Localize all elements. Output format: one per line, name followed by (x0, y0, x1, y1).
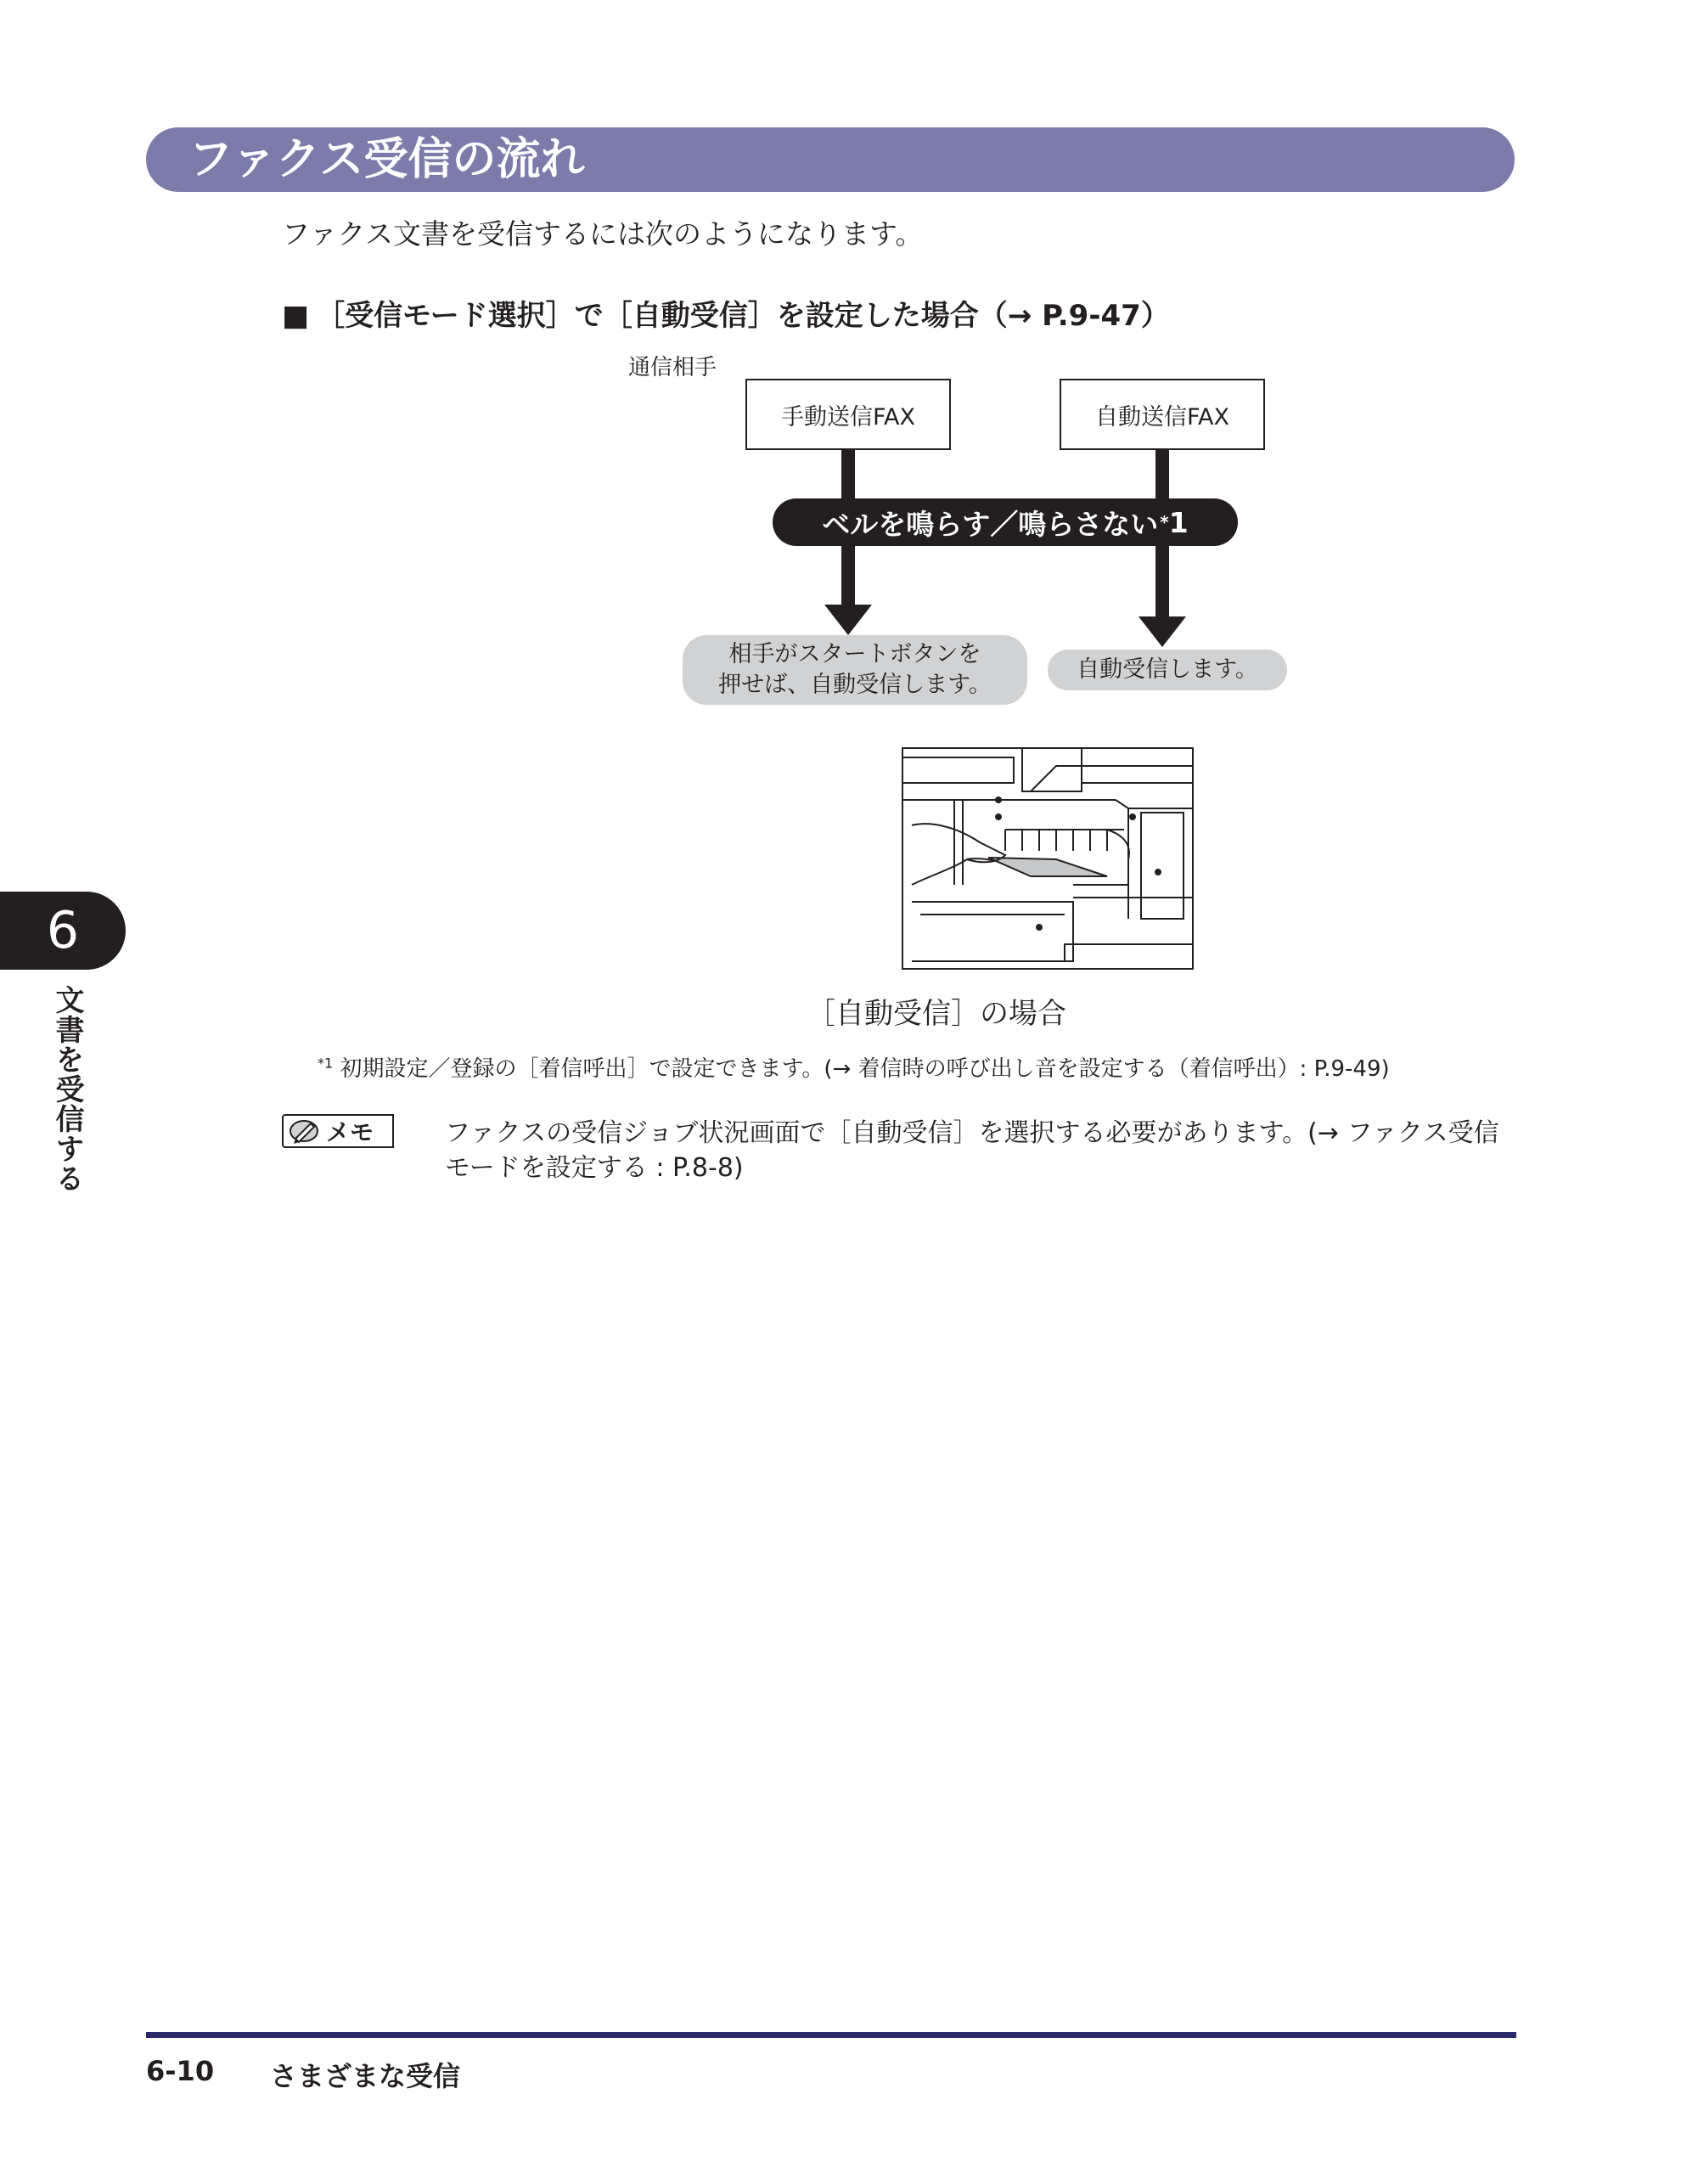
chapter-tab (0, 892, 126, 970)
manual-arrow-head (824, 605, 872, 635)
auto-arrow-head (1139, 616, 1186, 647)
memo-label: メモ (326, 1118, 374, 1146)
manual-result (683, 635, 1027, 705)
footnote-text: 初期設定／登録の［着信呼出］で設定できます。(→ 着信時の呼び出し音を設定する（着信呼出）: P.9-49) (333, 1056, 1390, 1082)
bell-note-marker: * (1160, 512, 1169, 532)
section-marker: ■ (282, 299, 310, 333)
auto-fax-label: 自動送信FAX (1094, 403, 1230, 431)
illustration-caption: ［自動受信］の場合 (807, 997, 1066, 1031)
chapter-number: 6 (46, 901, 80, 960)
bell-note-number: 1 (1168, 505, 1189, 539)
footer-section-title: さまざまな受信 (270, 2060, 461, 2092)
footnote (318, 1051, 1390, 1083)
section-heading (282, 292, 1170, 334)
machine-illustration-image (903, 749, 1192, 968)
memo-text: ファクスの受信ジョブ状況画面で［自動受信］を選択する必要があります。(→ ファクス受信モードを設定する : P.8-8) (445, 1118, 1499, 1183)
auto-fax-box (1060, 379, 1265, 450)
manual-fax-label: 手動送信FAX (780, 403, 916, 431)
page-title: ファクス受信の流れ (188, 134, 585, 185)
auto-result (1048, 650, 1287, 690)
intro-text: ファクス文書を受信するには次のようになります。 (282, 217, 924, 250)
section-heading-text: ［受信モード選択］で［自動受信］を設定した場合（→ P.9-47） (316, 299, 1170, 333)
manual-result-line2: 押せば、自動受信します。 (718, 672, 992, 698)
memo-badge (282, 1114, 394, 1148)
bell-text: ベルを鳴らす／鳴らさない (822, 507, 1159, 541)
footnote-marker: *1 (318, 1055, 334, 1072)
chapter-title-vertical: 文書を受信する (50, 985, 84, 1193)
memo-pencil-icon (289, 1118, 319, 1144)
auto-result-text: 自動受信します。 (1077, 656, 1258, 683)
bell-bar (773, 498, 1238, 546)
page-number: 6-10 (146, 2055, 215, 2087)
manual-fax-box (745, 379, 951, 450)
party-label: 通信相手 (628, 355, 717, 380)
footer-rule (146, 2032, 1516, 2038)
manual-result-line1: 相手がスタートボタンを (728, 640, 981, 667)
machine-illustration (902, 747, 1194, 970)
